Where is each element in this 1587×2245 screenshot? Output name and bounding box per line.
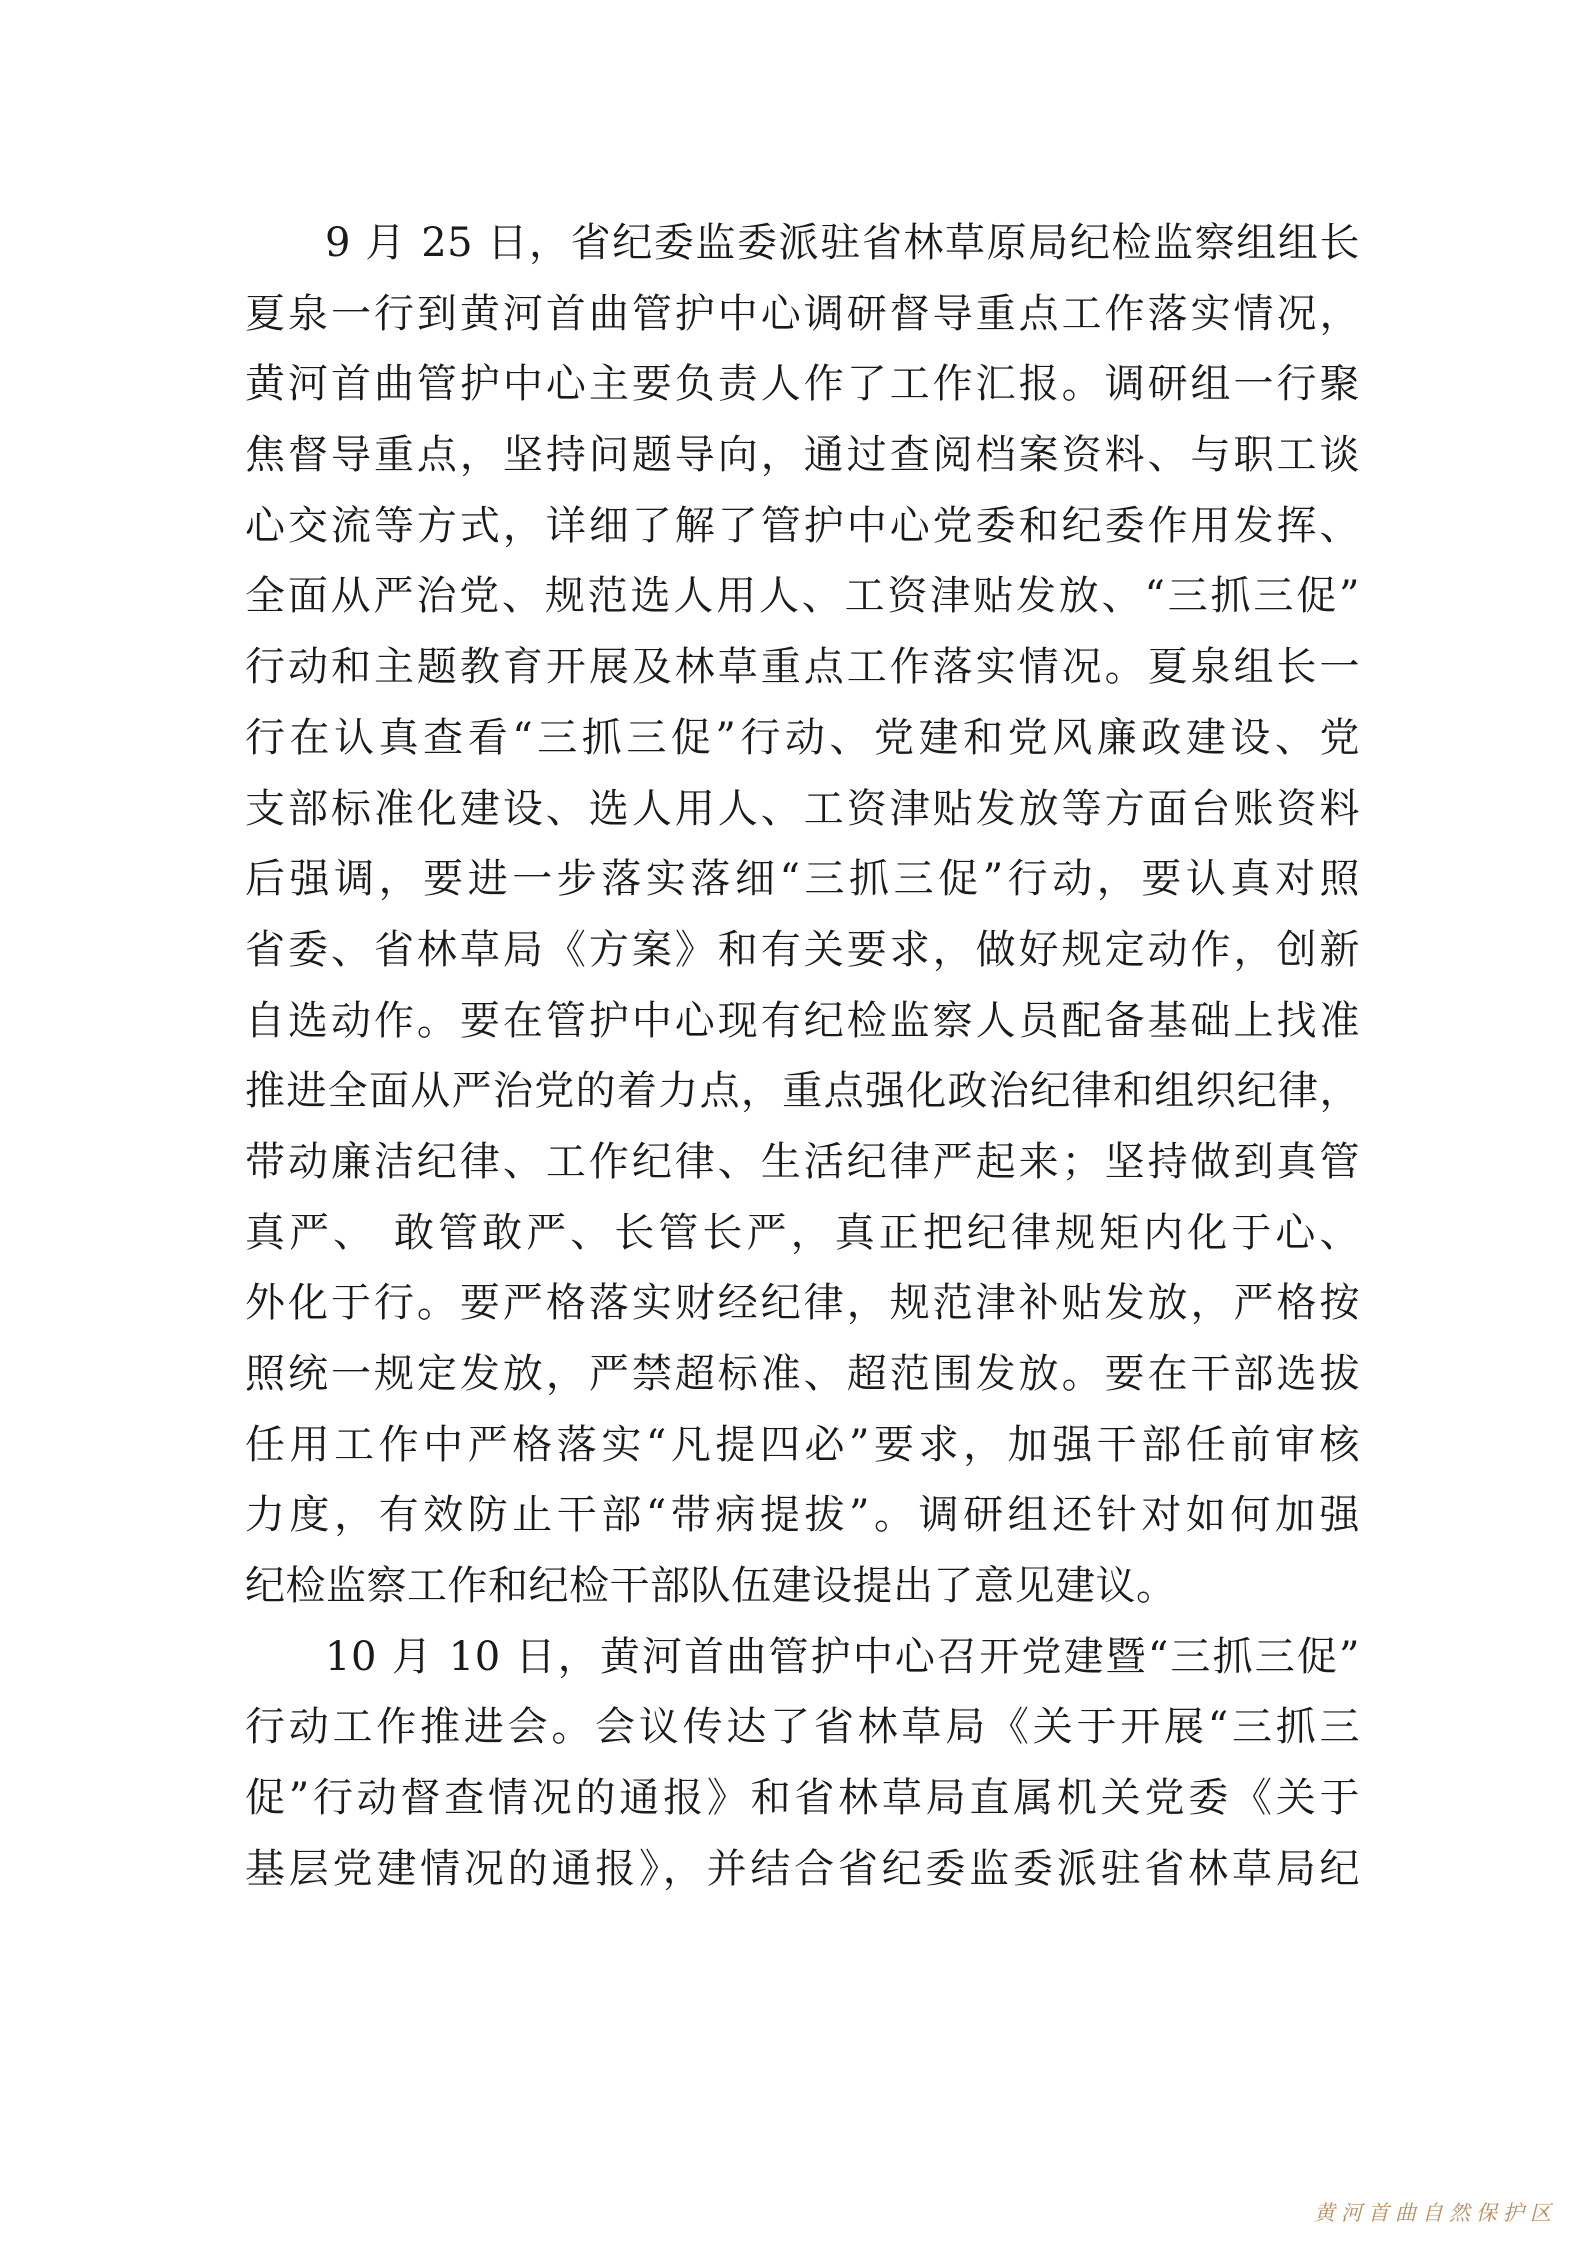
paragraph-2-line: 10 月 10 日，黄河首曲管护中心召开党建暨“三抓三促” bbox=[325, 1633, 1360, 1680]
paragraph-1-line: 省委、省林草局《方案》和有关要求，做好规定动作，创新 bbox=[245, 926, 1360, 973]
paragraph-1-line: 行动和主题教育开展及林草重点工作落实情况。夏泉组长一 bbox=[245, 644, 1360, 691]
paragraph-1-line: 全面从严治党、规范选人用人、工资津贴发放、“三抓三促” bbox=[245, 573, 1360, 620]
paragraph-1-line: 推进全面从严治党的着力点，重点强化政治纪律和组织纪律， bbox=[245, 1068, 1360, 1115]
paragraph-1-line: 真严、 敢管敢严、长管长严，真正把纪律规矩内化于心、 bbox=[245, 1209, 1360, 1256]
paragraph-1-line: 行在认真查看“三抓三促”行动、党建和党风廉政建设、党 bbox=[245, 714, 1360, 761]
paragraph-2-line: 基层党建情况的通报》，并结合省纪委监委派驻省林草局纪 bbox=[245, 1845, 1360, 1892]
paragraph-1-line: 心交流等方式，详细了解了管护中心党委和纪委作用发挥、 bbox=[245, 502, 1360, 549]
paragraph-1-line: 焦督导重点，坚持问题导向，通过查阅档案资料、与职工谈 bbox=[245, 432, 1360, 479]
paragraph-1-line: 支部标准化建设、选人用人、工资津贴发放等方面台账资料 bbox=[245, 785, 1360, 832]
watermark-text: 黄河首曲自然保护区 bbox=[1314, 2201, 1557, 2225]
paragraph-1-line: 夏泉一行到黄河首曲管护中心调研督导重点工作落实情况， bbox=[245, 290, 1360, 337]
paragraph-1-line: 黄河首曲管护中心主要负责人作了工作汇报。调研组一行聚 bbox=[245, 361, 1360, 408]
paragraph-1-line: 带动廉洁纪律、工作纪律、生活纪律严起来；坚持做到真管 bbox=[245, 1138, 1360, 1185]
paragraph-1-line: 外化于行。要严格落实财经纪律，规范津补贴发放，严格按 bbox=[245, 1280, 1360, 1327]
paragraph-1-line: 9 月 25 日，省纪委监委派驻省林草原局纪检监察组组长 bbox=[325, 220, 1360, 266]
document-body bbox=[245, 208, 1360, 1905]
paragraph-1-line: 力度，有效防止干部“带病提拔”。调研组还针对如何加强 bbox=[245, 1492, 1360, 1539]
paragraph-2-line: 促”行动督查情况的通报》和省林草局直属机关党委《关于 bbox=[245, 1775, 1360, 1822]
paragraph-1-line-last: 纪检监察工作和纪检干部队伍建设提出了意见建议。 bbox=[245, 1563, 1177, 1610]
paragraph-1-line: 自选动作。要在管护中心现有纪检监察人员配备基础上找准 bbox=[245, 997, 1360, 1044]
paragraph-1-line: 后强调，要进一步落实落细“三抓三促”行动，要认真对照 bbox=[245, 856, 1360, 903]
paragraph-1-line: 任用工作中严格落实“凡提四必”要求，加强干部任前审核 bbox=[245, 1421, 1360, 1468]
paragraph-2-line: 行动工作推进会。会议传达了省林草局《关于开展“三抓三 bbox=[245, 1704, 1360, 1751]
paragraph-1-line: 照统一规定发放，严禁超标准、超范围发放。要在干部选拔 bbox=[245, 1351, 1360, 1397]
